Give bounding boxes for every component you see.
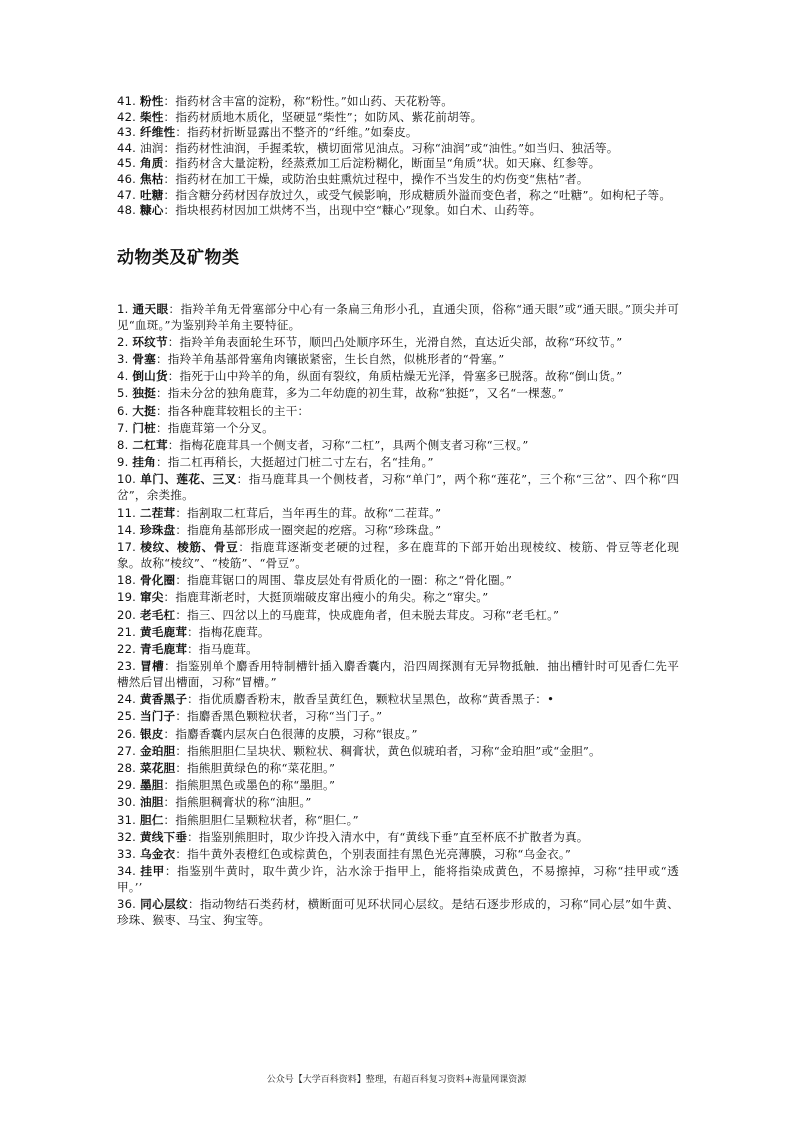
entry-sep: ： xyxy=(238,540,251,554)
entry-num: 20. xyxy=(117,607,137,622)
glossary-entry xyxy=(117,573,679,589)
glossary-entry xyxy=(117,421,679,437)
entry-text: 指鉴别牛黄时，取牛黄少许，沾水涂于指甲上，能将指染成黄色，不易擦掉，习称“挂甲或“透甲。’’ xyxy=(117,864,679,895)
entry-sep: ： xyxy=(163,187,176,202)
entry-sep: ： xyxy=(168,301,181,316)
entry-text: 指块根药材因加工烘烤不当，出现中空“糠心”现象。如白术、山药等。 xyxy=(175,203,542,218)
entry-sep: ： xyxy=(163,590,176,605)
entry-term: 通天眼 xyxy=(132,301,169,316)
entry-num: 46. xyxy=(117,171,137,186)
glossary-entry xyxy=(117,438,679,454)
entry-term: 挂甲 xyxy=(140,864,165,879)
entry-term: 大挺 xyxy=(132,403,156,418)
entry-text: 指鹿茸逐渐变老硬的过程，多在鹿茸的下部开始出现棱纹、棱筋、骨豆等老化现象。故称“棱纹”、“棱筋”、“骨豆”。 xyxy=(117,540,679,570)
entry-sep: ： xyxy=(175,573,188,588)
entry-term: 焦枯 xyxy=(139,171,164,186)
page-footer: 公众号【大学百科资料】整理，有超百科复习资料+海量网课资源 xyxy=(266,1075,527,1085)
entry-sep: ： xyxy=(175,709,188,724)
entry-num: 48. xyxy=(117,203,137,218)
entry-num: 30. xyxy=(117,795,137,810)
entry-text: 指马鹿茸具一个侧枝者，习称“单门”，两个称“莲花”，三个称“三岔”、四个称“四岔”，余类推。 xyxy=(117,472,679,503)
entry-term: 吐糖 xyxy=(139,187,164,202)
entry-sep: ： xyxy=(163,171,176,186)
entry-sep: ： xyxy=(175,743,188,758)
entry-text: 指未分岔的独角鹿茸，多为二年幼鹿的初生茸，故称“独挺”，又名“一棵葱。” xyxy=(167,386,564,401)
entry-sep: ： xyxy=(175,761,188,776)
entry-term: 单门、莲花、三叉 xyxy=(140,472,237,487)
entry-sep: ： xyxy=(163,778,176,793)
entry-num: 28. xyxy=(117,761,137,776)
entry-num: 43. xyxy=(117,125,137,140)
entry-num: 11. xyxy=(117,505,137,520)
entry-sep: ： xyxy=(187,641,199,656)
entry-term: 骨塞 xyxy=(132,352,156,367)
entry-term: 粉性 xyxy=(139,94,164,108)
entry-text: 指熊胆黑色或墨色的称“墨胆。” xyxy=(175,778,336,793)
entry-term: 挂角 xyxy=(132,455,156,470)
entry-text: 指药材在加工干燥，或防治虫蛀熏炕过程中，操作不当发生的灼伤变“焦枯”者。 xyxy=(175,171,589,186)
entry-num: 7. xyxy=(117,420,129,435)
entry-text: 指麝香黑色颗粒状者，习称“当门子。” xyxy=(187,709,383,724)
section-animal-mineral-terms xyxy=(117,302,679,929)
glossary-entry xyxy=(117,188,679,204)
glossary-entry xyxy=(117,455,679,471)
entry-num: 33. xyxy=(117,847,137,862)
glossary-entry xyxy=(117,778,679,794)
entry-text: 指羚羊角基部骨塞角肉镶嵌紧密，生长自然，似桃形者的“骨塞。” xyxy=(167,352,505,367)
entry-sep: ： xyxy=(155,455,168,470)
entry-sep: ： xyxy=(155,386,168,401)
glossary-entry xyxy=(117,625,679,641)
glossary-entry xyxy=(117,540,679,572)
entry-text: 指梅花鹿茸具一个侧支者，习称“二杠”，具两个侧支者习称“三杈。” xyxy=(179,438,529,453)
entry-num: 19. xyxy=(117,590,137,605)
entry-text: 指药材含大量淀粉，经蒸煮加工后淀粉糊化，断面呈“角质”状。如天麻、红参等。 xyxy=(175,156,601,171)
entry-num: 44. xyxy=(117,140,137,155)
entry-num: 41. xyxy=(117,94,137,108)
glossary-entry xyxy=(117,692,679,708)
glossary-entry xyxy=(117,506,679,522)
glossary-entry xyxy=(117,761,679,777)
entry-term: 独挺 xyxy=(132,386,156,401)
entry-term: 黄线下垂 xyxy=(139,829,188,844)
entry-term: 二杠茸 xyxy=(132,438,168,453)
entry-num: 17. xyxy=(117,540,137,554)
entry-text: 指羚羊角无骨塞部分中心有一条扁三角形小孔，直通尖顶，俗称“通天眼”或“通天眼。”顶尖并可见“血斑。”为鉴别羚羊角主要特征。 xyxy=(117,301,679,332)
entry-sep: ： xyxy=(187,624,199,639)
entry-sep: ： xyxy=(175,522,188,537)
entry-text: 指鉴别熊胆时，取少许投入清水中，有“黄线下垂”直至杯底不扩散者为真。 xyxy=(198,829,589,844)
entry-sep: ： xyxy=(175,505,188,520)
glossary-entry xyxy=(117,659,679,691)
entry-term: 窜尖 xyxy=(139,590,164,605)
entry-text: 指鉴别单个麝香用特制槽针插入麝香囊内，沿四周探测有无异物抵触．抽出槽针时可见香仁先平槽然后冒出槽面，习称“冒槽。” xyxy=(117,659,680,690)
entry-term: 冒槽 xyxy=(140,659,165,674)
entry-num: 45. xyxy=(117,156,137,171)
glossary-entry xyxy=(117,813,679,829)
entry-term: 角质 xyxy=(139,156,164,171)
entry-text: 指熊胆黄绿色的称“菜花胆。” xyxy=(187,761,336,776)
entry-text: 指二杠再稍长，大挺超过门桩二寸左右，名“挂角。” xyxy=(167,455,434,470)
glossary-entry xyxy=(117,709,679,725)
entry-term: 珍珠盘 xyxy=(139,522,176,537)
entry-text: 指死于山中羚羊的角，纵面有裂纹，角质枯燥无光泽，骨塞多已脱落。故称“倒山货。” xyxy=(179,369,623,384)
entry-sep: ： xyxy=(175,607,188,622)
entry-num: 8. xyxy=(117,438,129,453)
entry-text: 指割取二杠茸后，当年再生的茸。故称“二茬茸。” xyxy=(187,505,442,520)
glossary-entry xyxy=(117,352,679,368)
entry-text: 指三、四岔以上的马鹿茸，快成鹿角者，但未脱去茸皮。习称“老毛杠。” xyxy=(187,607,560,622)
entry-sep: ： xyxy=(187,829,199,844)
glossary-entry xyxy=(117,110,679,126)
entry-term: 老毛杠 xyxy=(139,607,176,622)
glossary-entry xyxy=(117,94,679,110)
entry-num: 21. xyxy=(117,624,137,639)
entry-sep: ： xyxy=(155,403,168,418)
entry-text: 指马鹿茸。 xyxy=(198,641,258,656)
entry-term: 青毛鹿茸 xyxy=(139,641,188,656)
entry-term: 菜花胆 xyxy=(139,761,176,776)
entry-text: 指鹿茸第一个分叉。 xyxy=(167,420,274,435)
entry-text: 指熊胆胆仁呈颗粒状者，称“胆仁。” xyxy=(175,812,359,827)
entry-sep: ： xyxy=(163,109,176,124)
section-heading: 动物类及矿物类 xyxy=(117,247,240,268)
entry-num: 2. xyxy=(117,334,129,349)
entry-term: 纤维性 xyxy=(139,125,176,140)
entry-term: 油胆 xyxy=(139,795,164,810)
entry-text: 指羚羊角表面轮生环节，顺凹凸处顺序环生，光滑自然，直达近尖部，故称“环纹节。” xyxy=(179,334,623,349)
entry-num: 42. xyxy=(117,109,137,124)
entry-num: 5. xyxy=(117,386,129,401)
page-content xyxy=(117,94,679,930)
entry-sep: ： xyxy=(163,94,176,108)
entry-term: 乌金衣 xyxy=(139,847,176,862)
entry-text: 指药材含丰富的淀粉，称“粉性。”如山药、天花粉等。 xyxy=(175,94,454,108)
glossary-entry xyxy=(117,523,679,539)
entry-term: 黄毛鹿茸 xyxy=(139,624,188,639)
entry-text: 指优质麝香粉末，散香呈黄红色，颗粒状呈黑色，故称“黄香黑子：• xyxy=(198,692,555,707)
entry-term: 环纹节 xyxy=(132,334,168,349)
entry-text: 指熊胆稠膏状的称“油胆。” xyxy=(175,795,312,810)
entry-sep: ： xyxy=(167,369,180,384)
entry-term: 当门子 xyxy=(139,709,176,724)
entry-text: 指牛黄外表橙红色或棕黄色，个别表面挂有黑色光亮薄膜，习称“乌金衣。” xyxy=(187,847,571,862)
glossary-entry xyxy=(117,369,679,385)
entry-num: 36. xyxy=(117,897,137,912)
entry-term: 胆仁 xyxy=(139,812,164,827)
entry-sep: ： xyxy=(163,795,176,810)
entry-num: 10. xyxy=(117,472,137,487)
entry-sep: ： xyxy=(175,847,188,862)
entry-num: 27. xyxy=(117,743,137,758)
entry-num: 26. xyxy=(117,726,137,741)
entry-num: 18. xyxy=(117,573,137,588)
entry-term: 柴性 xyxy=(139,109,164,124)
glossary-entry xyxy=(117,608,679,624)
entry-num: 9. xyxy=(117,455,129,470)
entry-num: 25. xyxy=(117,709,137,724)
entry-num: 1. xyxy=(117,301,129,316)
glossary-entry xyxy=(117,727,679,743)
entry-text: 指麝香囊内层灰白色很薄的皮膜，习称“银皮。” xyxy=(175,726,418,741)
entry-num: 23. xyxy=(117,659,137,674)
entry-num: 34. xyxy=(117,864,137,879)
entry-num: 4. xyxy=(117,369,129,384)
glossary-entry xyxy=(117,830,679,846)
entry-sep: ： xyxy=(175,125,188,140)
glossary-entry xyxy=(117,795,679,811)
glossary-entry xyxy=(117,203,679,219)
entry-term: 骨化圈 xyxy=(139,573,176,588)
entry-sep: ： xyxy=(236,472,249,487)
glossary-entry xyxy=(117,302,679,334)
entry-sep: ： xyxy=(155,420,168,435)
entry-num: 32. xyxy=(117,829,137,844)
glossary-entry xyxy=(117,642,679,658)
entry-num: 14. xyxy=(117,522,137,537)
entry-sep: ： xyxy=(155,352,168,367)
entry-text: 指药材折断显露出不整齐的“纤维。”如秦皮。 xyxy=(187,125,418,140)
entry-num: 24. xyxy=(117,692,137,707)
entry-term: 门桩 xyxy=(132,420,156,435)
entry-text: 指药材质地木质化，坚硬显“柴性”；如防风、紫花前胡等。 xyxy=(175,109,483,124)
entry-term: 二茬茸 xyxy=(139,505,176,520)
entry-num: 31. xyxy=(117,812,137,827)
glossary-entry xyxy=(117,472,679,504)
entry-sep: ： xyxy=(187,692,199,707)
entry-num: 6. xyxy=(117,403,129,418)
entry-text: 指动物结石类药材，横断面可见环状同心层纹。是结石逐步形成的，习称“同心层”如牛黄、珍珠、猴枣、马宝、狗宝等。 xyxy=(117,897,679,928)
glossary-entry xyxy=(117,744,679,760)
entry-term: 金珀胆 xyxy=(139,743,176,758)
glossary-entry xyxy=(117,386,679,402)
entry-num: 29. xyxy=(117,778,137,793)
entry-text: 指鹿茸锯口的周围、靠皮层处有骨质化的一圈：称之“骨化圈。” xyxy=(187,573,513,588)
entry-sep: ： xyxy=(164,864,178,879)
entry-text: 指熊胆胆仁呈块状、颗粒状、稠膏状，黄色似琥珀者，习称“金珀胆”或“金胆”。 xyxy=(187,743,601,758)
entry-text: 指各种鹿茸较粗长的主干： xyxy=(167,403,310,418)
entry-sep: ： xyxy=(163,726,176,741)
entry-text: 指含糖分药材因存放过久，或受气候影响，形成糖质外溢而变色者，称之“吐糖”。如枸杞子等。 xyxy=(175,187,672,202)
entry-term: 同心层纹 xyxy=(140,897,188,912)
entry-num: 22. xyxy=(117,641,137,656)
glossary-entry xyxy=(117,404,679,420)
entry-text: 指梅花鹿茸。 xyxy=(198,624,270,639)
glossary-entry xyxy=(117,590,679,606)
entry-sep: ： xyxy=(163,203,176,218)
entry-text: 油润：指药材性油润，手握柔软，横切面常见油点。习称“油润”或“油性。”如当归、独活等。 xyxy=(139,140,619,155)
entry-term: 倒山货 xyxy=(132,369,168,384)
entry-term: 黄香黑子 xyxy=(139,692,188,707)
glossary-entry xyxy=(117,335,679,351)
entry-text: 指鹿角基部形成一圈突起的疙瘩。习称“珍珠盘。” xyxy=(187,522,442,537)
entry-sep: ： xyxy=(167,438,180,453)
glossary-entry xyxy=(117,864,679,896)
entry-num: 47. xyxy=(117,187,137,202)
entry-sep: ： xyxy=(167,334,180,349)
section-plant-terms xyxy=(117,94,679,219)
entry-sep: ： xyxy=(163,812,176,827)
entry-term: 银皮 xyxy=(139,726,164,741)
entry-text: 指鹿茸渐老时，大挺顶端破皮窜出瘦小的角尖。称之“窜尖。” xyxy=(175,590,489,605)
glossary-entry xyxy=(117,847,679,863)
entry-num: 3. xyxy=(117,352,129,367)
entry-term: 棱纹、棱筋、骨豆 xyxy=(140,540,239,554)
glossary-entry xyxy=(117,172,679,188)
entry-sep: ： xyxy=(187,897,200,912)
glossary-entry xyxy=(117,141,679,157)
entry-term: 墨胆 xyxy=(139,778,164,793)
glossary-entry xyxy=(117,156,679,172)
entry-term: 糠心 xyxy=(139,203,164,218)
glossary-entry xyxy=(117,125,679,141)
entry-sep: ： xyxy=(164,659,177,674)
entry-sep: ： xyxy=(163,156,176,171)
glossary-entry xyxy=(117,897,679,929)
